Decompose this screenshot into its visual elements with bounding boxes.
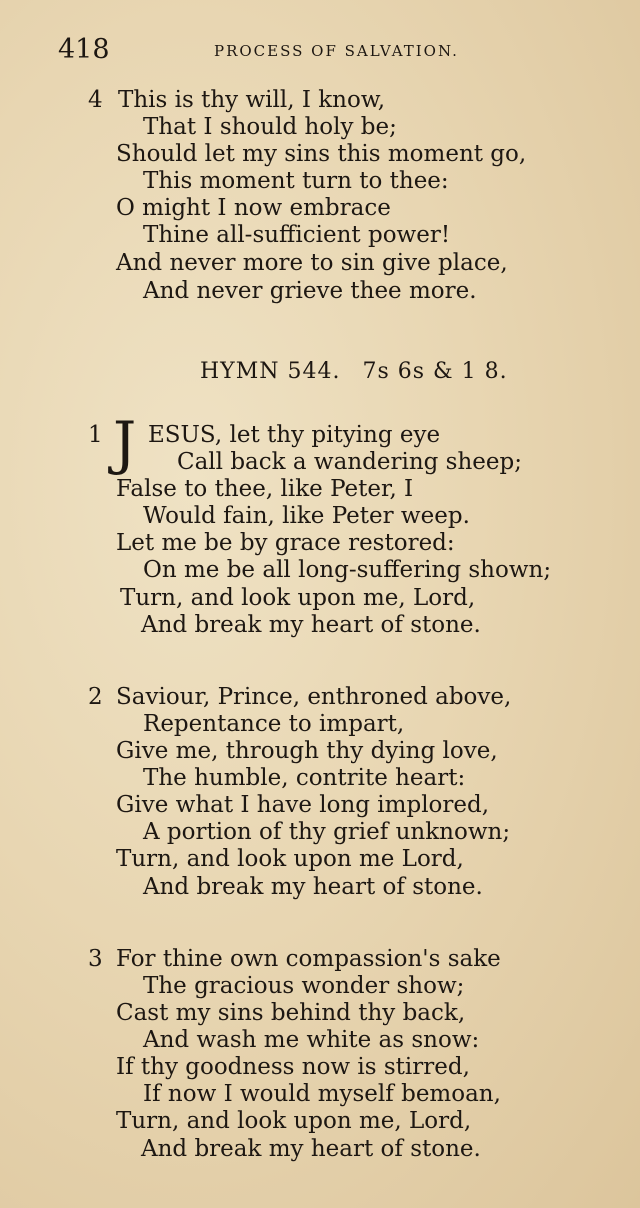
verse-line: Would fain, like Peter weep. — [143, 503, 470, 529]
verse-line: False to thee, like Peter, I — [116, 476, 414, 502]
verse-line: The gracious wonder show; — [143, 973, 465, 999]
verse-line: If now I would myself bemoan, — [143, 1081, 501, 1107]
verse-line: And break my heart of stone. — [141, 1136, 481, 1162]
verse-line: For thine own compassion's sake — [116, 946, 501, 972]
stanza-number: 4 — [88, 87, 103, 113]
verse-line: O might I now embrace — [116, 195, 391, 221]
verse-line: And never more to sin give place, — [116, 250, 508, 276]
verse-line: And break my heart of stone. — [143, 874, 483, 900]
verse-line: Turn, and look upon me, Lord, — [120, 585, 476, 611]
verse-line: On me be all long-suffering shown; — [143, 557, 552, 583]
verse-line: And wash me white as snow: — [143, 1027, 480, 1053]
verse-line: Should let my sins this moment go, — [116, 141, 527, 167]
verse-line: A portion of thy grief unknown; — [143, 819, 511, 845]
verse-line: Call back a wandering sheep; — [177, 449, 522, 475]
verse-line: Let me be by grace restored: — [116, 530, 455, 556]
verse-line: And never grieve thee more. — [143, 278, 477, 304]
verse-line: Give what I have long implored, — [116, 792, 490, 818]
verse-line: If thy goodness now is stirred, — [116, 1054, 470, 1080]
running-head: PROCESS OF SALVATION. — [214, 42, 459, 60]
verse-line: Turn, and look upon me Lord, — [116, 846, 464, 872]
verse-line: Repentance to impart, — [143, 711, 405, 737]
verse-line: Turn, and look upon me, Lord, — [116, 1108, 472, 1134]
hymn-meter: 7s 6s & 1 8. — [362, 359, 508, 384]
verse-line: That I should holy be; — [143, 114, 397, 140]
verse-line: Thine all-sufficient power! — [143, 222, 451, 248]
hymn-title — [200, 359, 508, 384]
verse-line: Give me, through thy dying love, — [116, 738, 498, 764]
drop-cap: J — [113, 409, 137, 477]
verse-number: 1 — [88, 422, 103, 448]
page-number: 418 — [58, 34, 110, 65]
verse-line: ESUS, let thy pitying eye — [148, 422, 441, 448]
verse-line: This is thy will, I know, — [118, 87, 386, 113]
verse-line: This moment turn to thee: — [143, 168, 449, 194]
verse-line: The humble, contrite heart: — [143, 765, 466, 791]
verse-line: Saviour, Prince, enthroned above, — [116, 684, 512, 710]
verse-line: And break my heart of stone. — [141, 612, 481, 638]
page-header — [58, 34, 524, 74]
verse-number: 2 — [88, 684, 103, 710]
verse-number: 3 — [88, 946, 103, 972]
hymn-label: HYMN 544. — [200, 359, 341, 384]
verse-line: Cast my sins behind thy back, — [116, 1000, 466, 1026]
